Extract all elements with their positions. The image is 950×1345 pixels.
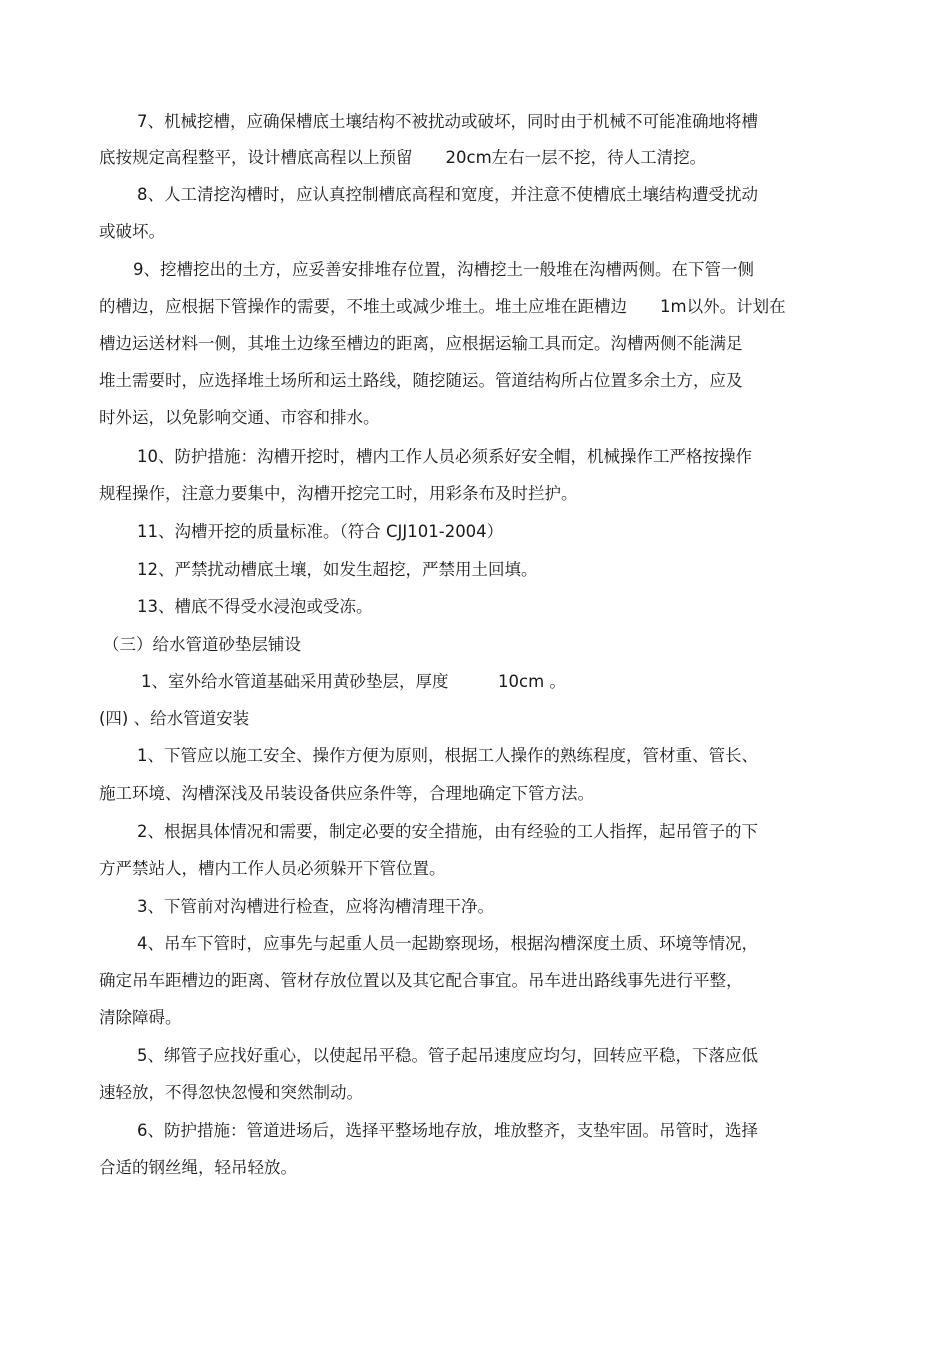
- text-line: 5、绑管子应找好重心，以使起吊平稳。管子起吊速度应均匀，回转应平稳，下落应低: [137, 1046, 758, 1065]
- text-line: 底按规定高程整平，设计槽底高程以上预留 20cm左右一层不挖，待人工清挖。: [99, 148, 707, 167]
- text-line: 或破坏。: [99, 222, 165, 241]
- text-line: 12、严禁扰动槽底土壤，如发生超挖，严禁用土回填。: [137, 560, 538, 579]
- section-heading: (四) 、给水管道安装: [99, 709, 250, 728]
- text-line: 1、室外给水管道基础采用黄砂垫层，厚度 10cm 。: [141, 672, 566, 691]
- text-line: 10、防护措施：沟槽开挖时，槽内工作人员必须系好安全帽，机械操作工严格按操作: [137, 447, 752, 466]
- text-line: 13、槽底不得受水浸泡或受冻。: [137, 597, 373, 616]
- text-line: 2、根据具体情况和需要，制定必要的安全措施，由有经验的工人指挥，起吊管子的下: [137, 822, 758, 841]
- text-line: 清除障碍。: [99, 1008, 182, 1027]
- text-line: 6、防护措施：管道进场后，选择平整场地存放，堆放整齐，支垫牢固。吊管时，选择: [137, 1121, 758, 1140]
- text-line: 7、机械挖槽，应确保槽底土壤结构不被扰动或破坏，同时由于机械不可能准确地将槽: [137, 112, 758, 131]
- text-line: 1、下管应以施工安全、操作方便为原则，根据工人操作的熟练程度，管材重、管长、: [137, 746, 758, 765]
- text-line: 确定吊车距槽边的距离、管材存放位置以及其它配合事宜。吊车进出路线事先进行平整，: [99, 971, 743, 990]
- text-line: 合适的钢丝绳，轻吊轻放。: [99, 1158, 297, 1177]
- text-line: 11、沟槽开挖的质量标准。（符合 CJJ101-2004）: [137, 522, 504, 541]
- text-line: 方严禁站人，槽内工作人员必须躲开下管位置。: [99, 859, 446, 878]
- text-line: 9、挖槽挖出的土方，应妥善安排堆存位置，沟槽挖土一般堆在沟槽两侧。在下管一侧: [133, 260, 754, 279]
- text-line: 4、吊车下管时，应事先与起重人员一起勘察现场，根据沟槽深度土质、环境等情况，: [137, 934, 758, 953]
- text-line: 时外运，以免影响交通、市容和排水。: [99, 408, 380, 427]
- text-line: 堆土需要时，应选择堆土场所和运土路线，随挖随运。管道结构所占位置多余土方，应及: [99, 371, 743, 390]
- text-line: 8、人工清挖沟槽时，应认真控制槽底高程和宽度，并注意不使槽底土壤结构遭受扰动: [137, 185, 758, 204]
- text-line: 规程操作，注意力要集中，沟槽开挖完工时，用彩条布及时拦护。: [99, 484, 578, 503]
- section-heading: （三）给水管道砂垫层铺设: [103, 635, 301, 654]
- text-line: 3、下管前对沟槽进行检查，应将沟槽清理干净。: [137, 897, 494, 916]
- text-line: 的槽边，应根据下管操作的需要，不堆土或减少堆土。堆土应堆在距槽边 1m以外。计划在: [99, 297, 786, 316]
- text-line: 槽边运送材料一侧，其堆土边缘至槽边的距离，应根据运输工具而定。沟槽两侧不能满足: [99, 334, 743, 353]
- text-line: 施工环境、沟槽深浅及吊装设备供应条件等，合理地确定下管方法。: [99, 784, 594, 803]
- text-line: 速轻放，不得忽快忽慢和突然制动。: [99, 1083, 363, 1102]
